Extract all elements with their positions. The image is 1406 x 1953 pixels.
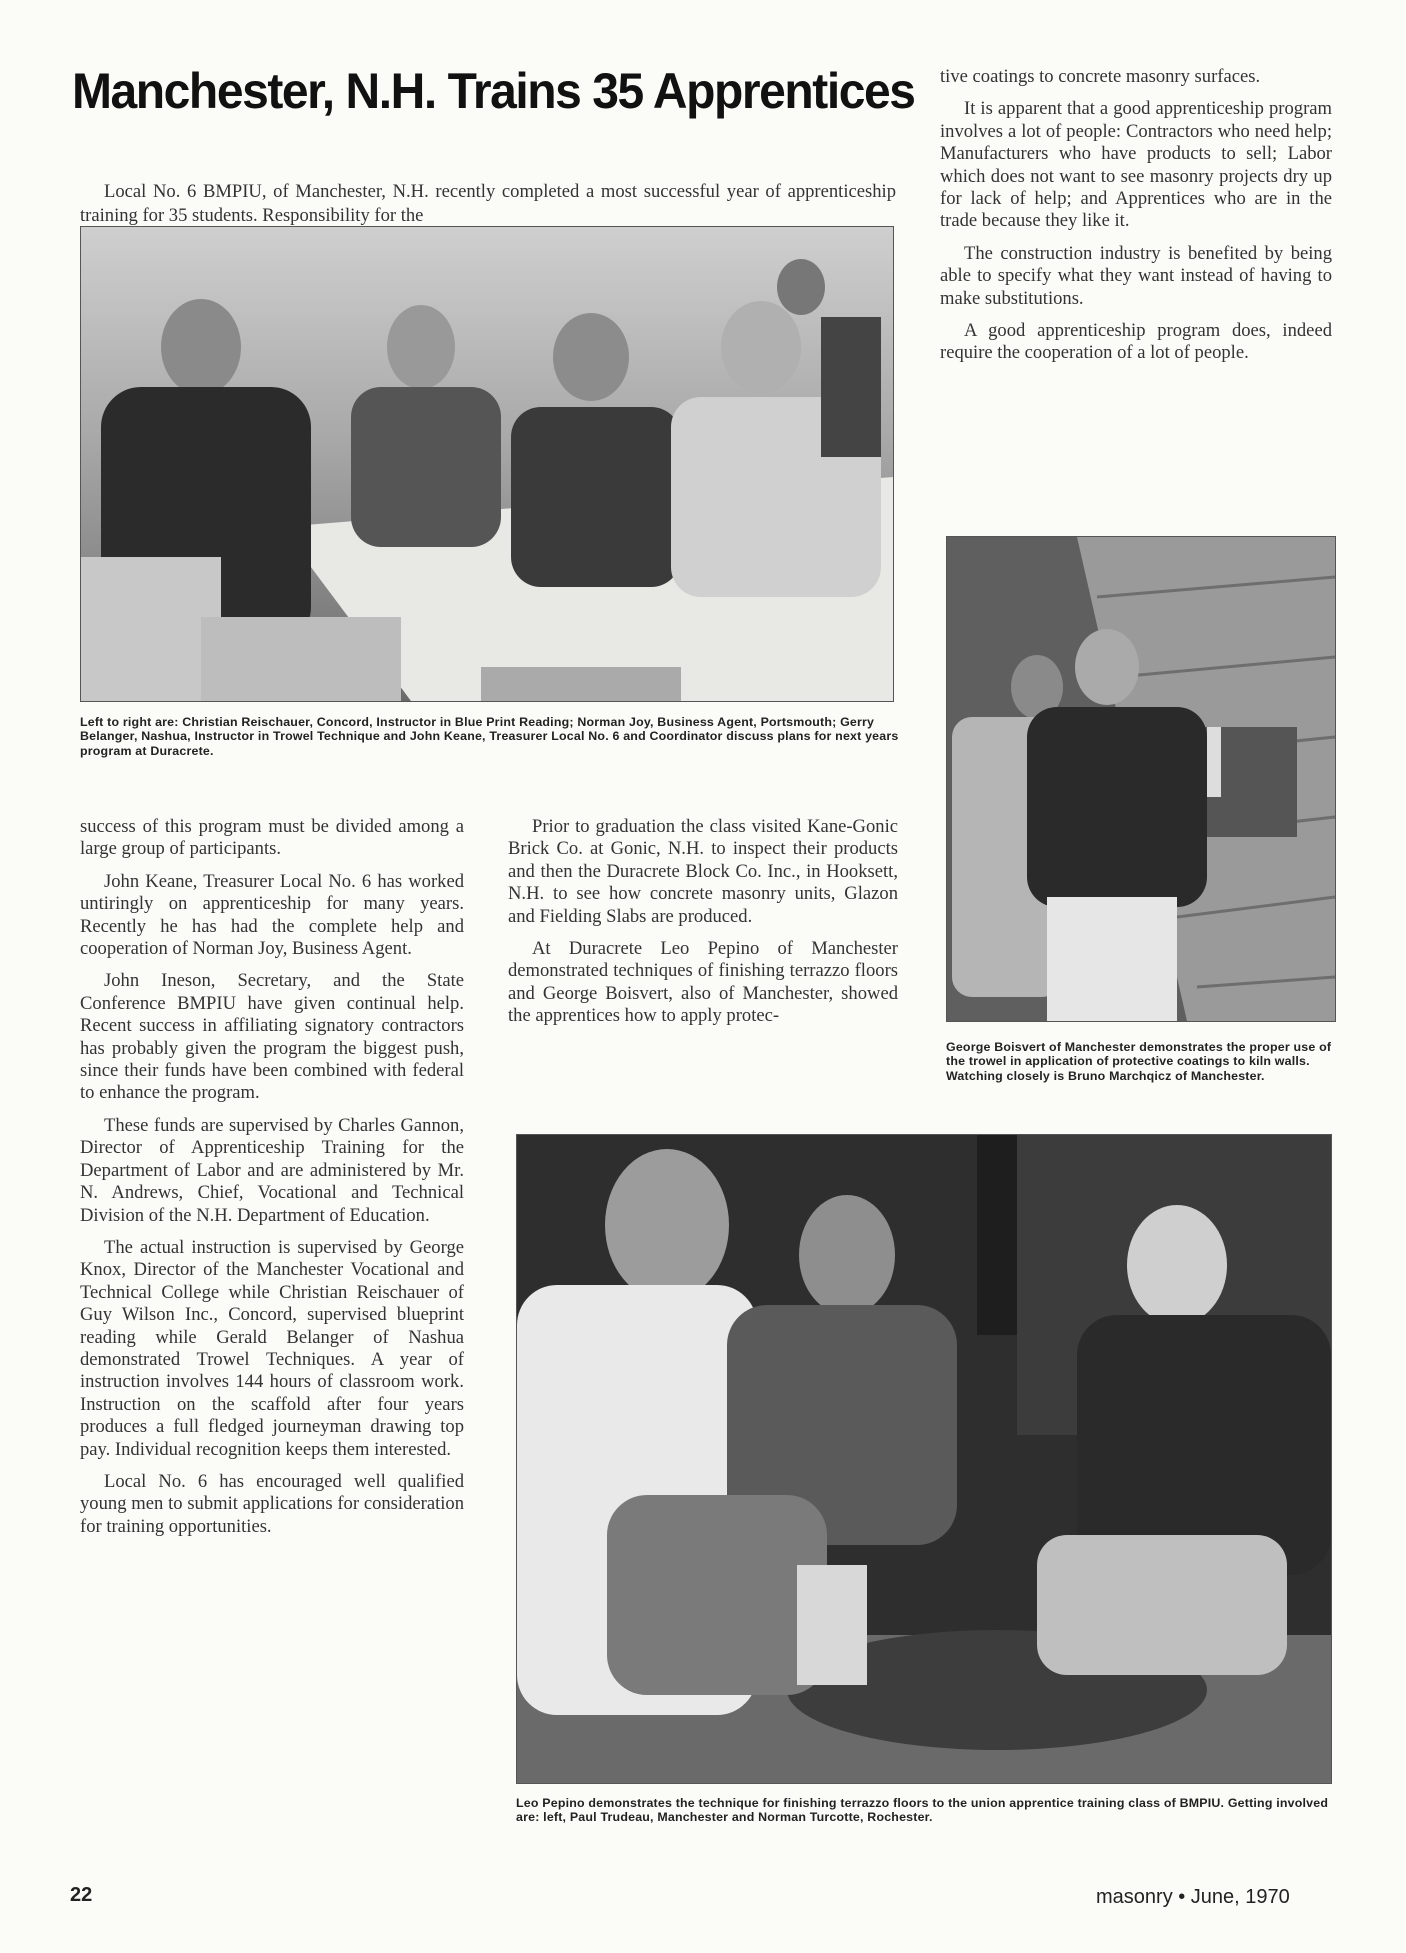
headline: Manchester, N.H. Trains 35 Apprentices [72,63,915,119]
col1-paragraph: Local No. 6 has encouraged well qualified young men to submit applications for consideration for training opportunities. [80,1470,464,1537]
caption-photo-terrazzo: Leo Pepino demonstrates the technique for finishing terrazzo floors to the union apprentice training class of BMPIU. Getting involved are: left, Paul Trudeau, Manchester and Norman Turcotte, Rochester. [516,1796,1329,1825]
photo-meeting-table [80,226,894,702]
col1-paragraph: These funds are supervised by Charles Gannon, Director of Apprenticeship Training for the Department of Labor and are administered by Mr. N. Andrews, Chief, Vocational and Technical Division of the N.H. Department of Education. [80,1114,464,1226]
column-3 [940,66,1332,375]
photo-terrazzo-floor [516,1134,1332,1784]
col2-paragraph: At Duracrete Leo Pepino of Manchester demonstrated techniques of finishing terrazzo floors and George Boisvert, also of Manchester, showed the apprentices how to apply protec- [508,938,898,1027]
col3-paragraph: The construction industry is benefited by being able to specify what they want instead of having to make substitutions. [940,242,1332,309]
page-number: 22 [70,1884,93,1906]
col1-paragraph: John Keane, Treasurer Local No. 6 has worked untiringly on apprenticeship for many years. Recently he has had the complete help and cooperation of Norman Joy, Business Agent. [80,870,464,960]
caption-photo-trowel: George Boisvert of Manchester demonstrates the proper use of the trowel in application of protective coatings to kiln walls. Watching closely is Bruno Marchqicz of Manchester. [946,1040,1332,1083]
intro-text: Local No. 6 BMPIU, of Manchester, N.H. recently completed a most successful year of apprenticeship training for 35 students. Responsibility for the [80,181,896,226]
intro-paragraph [80,180,896,228]
column-1 [80,816,464,1548]
col1-paragraph: success of this program must be divided among a large group of participants. [80,816,464,860]
col1-paragraph: John Ineson, Secretary, and the State Conference BMPIU have given continual help. Recent success in affiliating signatory contractors has probably given the program the biggest push, since their funds have been combined with federal to enhance the program. [80,970,464,1104]
col3-paragraph: It is apparent that a good apprenticeship program involves a lot of people: Contractors who need help; Manufacturers who have products to sell; Labor which does not want to see masonry projects dry up for lack of help; and Apprentices who are in the trade because they like it. [940,98,1332,232]
col1-paragraph: The actual instruction is supervised by George Knox, Director of the Manchester Vocational and Technical College while Christian Reischauer of Guy Wilson Inc., Concord, supervised blueprint reading while Gerald Belanger of Nashua demonstrated Trowel Techniques. A year of instruction involves 144 hours of classroom work. Instruction on the scaffold after four years produces a full fledged journeyman drawing top pay. Individual recognition keeps them interested. [80,1236,464,1460]
caption-photo-meeting: Left to right are: Christian Reischauer, Concord, Instructor in Blue Print Reading; Norman Joy, Business Agent, Portsmouth; Gerry Belanger, Nashua, Instructor in Trowel Technique and John Keane, Treasurer Local No. 6 and Coordinator discuss plans for next years program at Duracrete. [80,715,899,758]
col2-paragraph: Prior to graduation the class visited Kane-Gonic Brick Co. at Gonic, N.H. to inspect their products and then the Duracrete Block Co. Inc., in Hooksett, N.H. to see how concrete masonry units, Glazon and Fielding Slabs are produced. [508,816,898,927]
photo-trowel-wall [946,536,1336,1022]
publication-footer: masonry • June, 1970 [1096,1886,1290,1908]
col3-paragraph: tive coatings to concrete masonry surfaces. [940,66,1261,87]
column-2 [508,816,898,1038]
col3-paragraph: A good apprenticeship program does, indeed require the cooperation of a lot of people. [940,320,1332,364]
